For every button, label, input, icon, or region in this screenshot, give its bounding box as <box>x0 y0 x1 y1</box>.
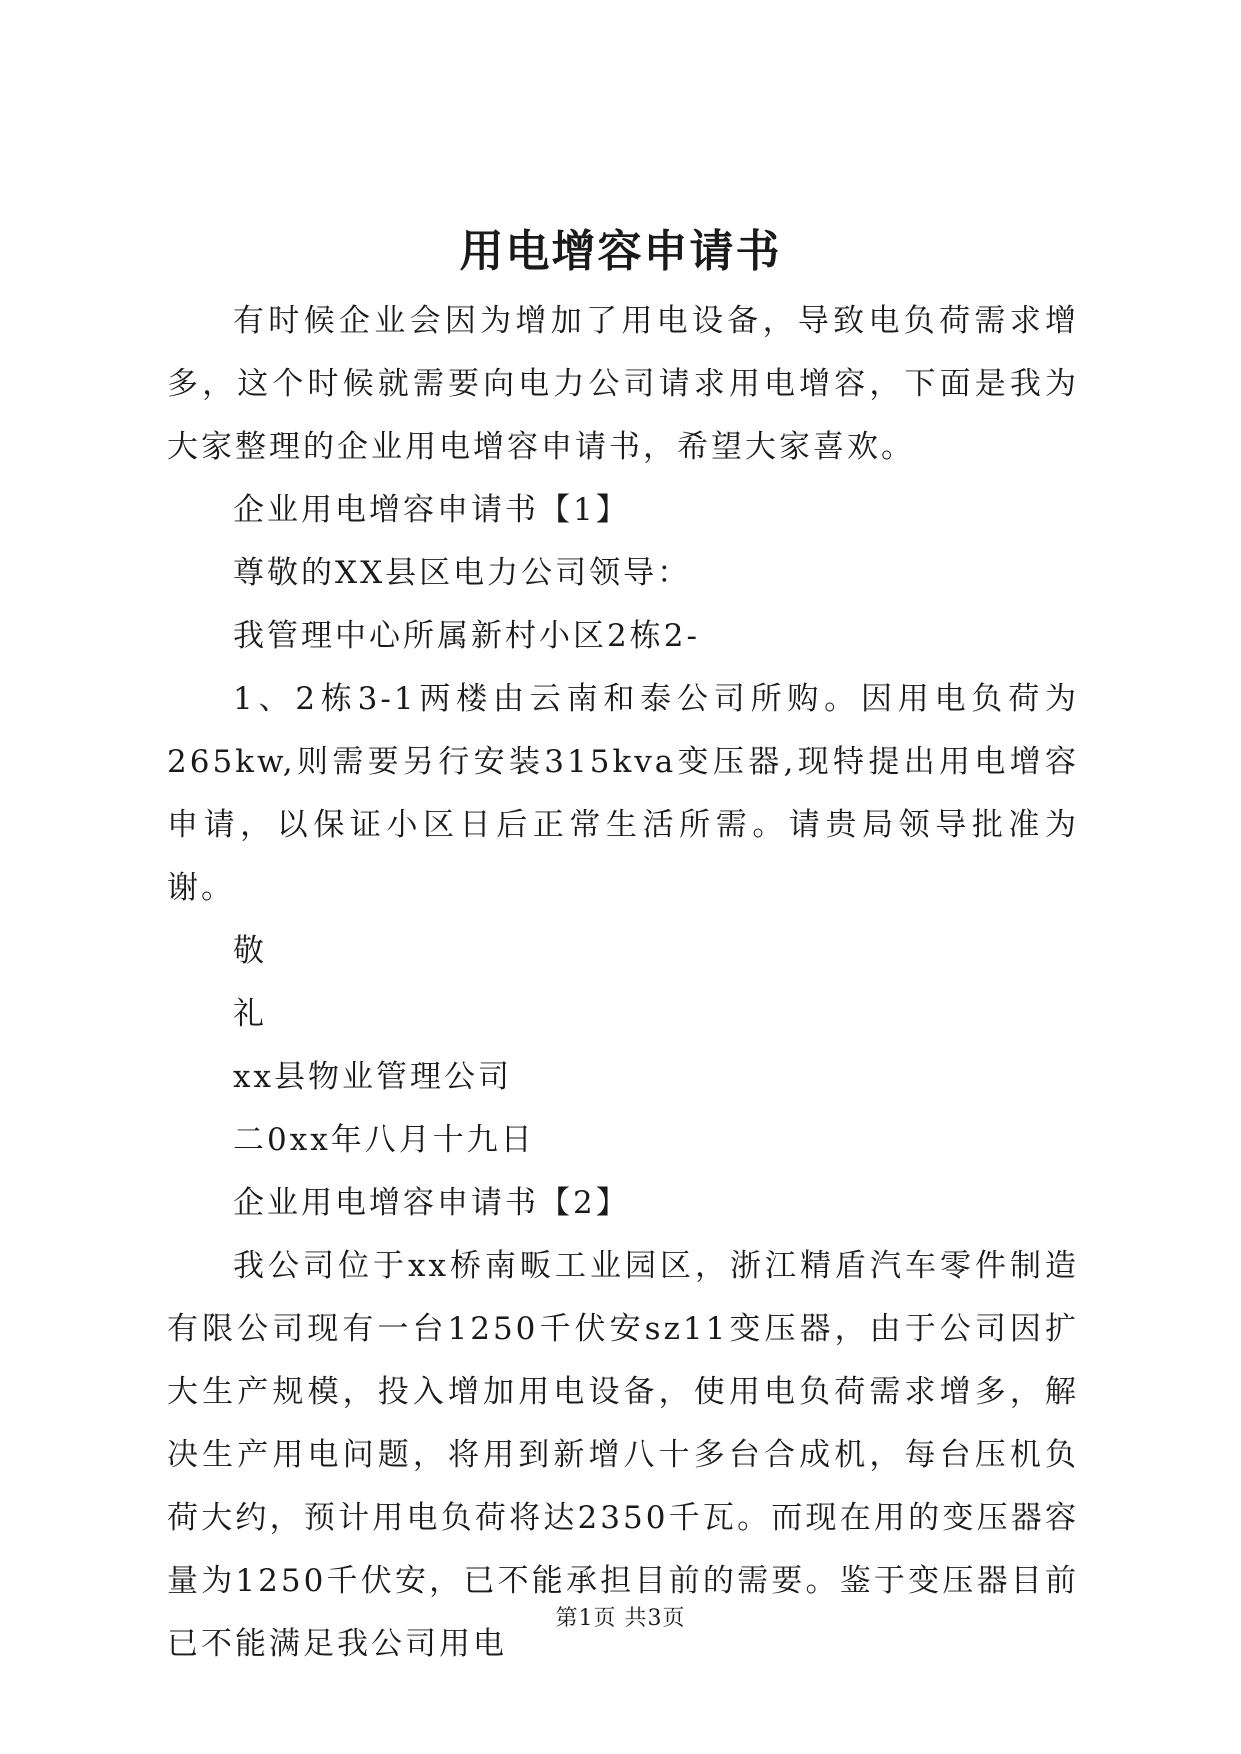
salutation: 尊敬的XX县区电力公司领导： <box>233 555 692 591</box>
section-heading-2: 企业用电增容申请书【2】 <box>233 1185 630 1221</box>
signature-org: xx县物业管理公司 <box>233 1059 512 1095</box>
closing-line-1: 敬 <box>233 933 267 969</box>
closing-line-2: 礼 <box>233 996 267 1032</box>
signature-date: 二0xx年八月十九日 <box>233 1122 535 1158</box>
paragraph: 我公司位于xx桥南畈工业园区，浙江精盾汽车零件制造有限公司现有一台1250千伏安sz11变压器，由于公司因扩大生产规模，投入增加用电设备，使用电负荷需求增多，解决生产用电问题，将用到新增八十多台合成机，每台压机负荷大约，预计用电负荷将达2350千瓦。而现在用的变压器容量为1250千伏安，已不能承担目前的需要。鉴于变压器目前已不能满足我公司用电 <box>167 1248 1079 1662</box>
page-number: 第1页 共3页 <box>555 1606 686 1631</box>
paragraph: 我管理中心所属新村小区2栋2- <box>233 618 700 654</box>
page-title: 用电增容申请书 <box>459 226 782 277</box>
section-heading-1: 企业用电增容申请书【1】 <box>233 492 630 528</box>
document-body <box>167 290 1079 1676</box>
paragraph-intro: 有时候企业会因为增加了用电设备，导致电负荷需求增多，这个时候就需要向电力公司请求用电增容，下面是我为大家整理的企业用电增容申请书，希望大家喜欢。 <box>167 303 1079 465</box>
paragraph: 1、2栋3-1两楼由云南和泰公司所购。因用电负荷为265kw,则需要另行安装315kva变压器,现特提出用电增容申请，以保证小区日后正常生活所需。请贵局领导批准为谢。 <box>167 681 1079 906</box>
